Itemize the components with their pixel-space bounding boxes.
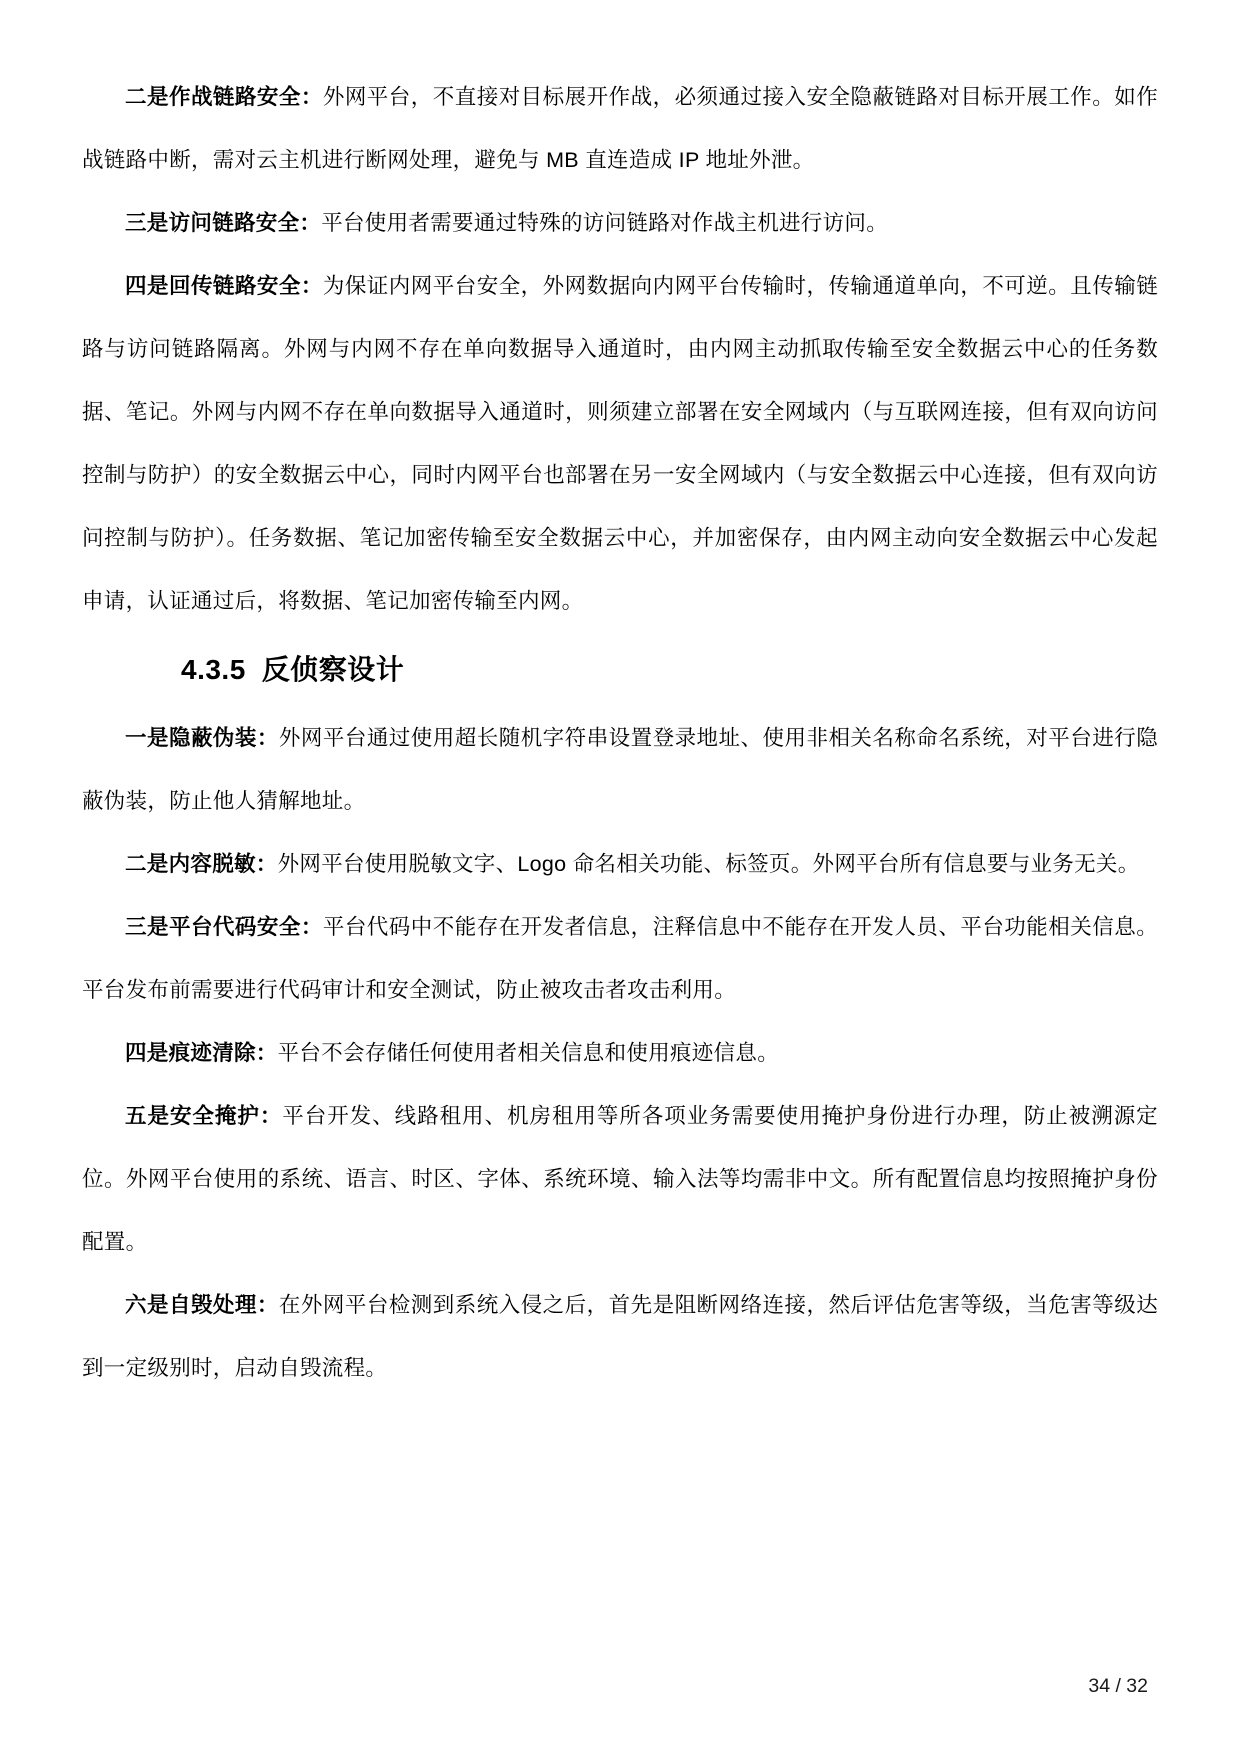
paragraph-text: 在外网平台检测到系统入侵之后，首先是阻断网络连接，然后评估危害等级，当危害等级达到一定级别时，启动自毁流程。 (82, 1293, 1158, 1380)
paragraph-text: 外网平台通过使用超长随机字符串设置登录地址、使用非相关名称命名系统，对平台进行隐蔽伪装，防止他人猜解地址。 (82, 726, 1158, 813)
paragraph-lead: 六是自毁处理： (125, 1293, 279, 1317)
paragraph-text: 外网平台使用脱敏文字、Logo 命名相关功能、标签页。外网平台所有信息要与业务无关。 (277, 852, 1140, 876)
page-number: 34 / 32 (1088, 1675, 1148, 1697)
paragraph-lead: 二是内容脱敏： (125, 852, 278, 876)
paragraph-text: 平台使用者需要通过特殊的访问链路对作战主机进行访问。 (321, 211, 889, 235)
paragraph-text: 外网平台，不直接对目标展开作战，必须通过接入安全隐蔽链路对目标开展工作。如作战链路中断，需对云主机进行断网处理，避免与 MB 直连造成 IP 地址外泄。 (82, 85, 1158, 172)
paragraph-text: 平台开发、线路租用、机房租用等所各项业务需要使用掩护身份进行办理，防止被溯源定位。外网平台使用的系统、语言、时区、字体、系统环境、输入法等均需非中文。所有配置信息均按照掩护身份配置。 (82, 1104, 1158, 1254)
paragraph-text: 平台不会存储任何使用者相关信息和使用痕迹信息。 (277, 1041, 780, 1065)
paragraph-combat-link-security (82, 66, 1158, 192)
paragraph-lead: 四是回传链路安全： (125, 274, 323, 298)
paragraph-trace-removal (82, 1022, 1158, 1085)
paragraph-lead: 二是作战链路安全： (125, 85, 323, 109)
section-heading-4-3-5 (181, 637, 1158, 703)
paragraph-lead: 三是访问链路安全： (125, 211, 322, 235)
paragraph-content-desensitization (82, 833, 1158, 896)
paragraph-access-link-security (82, 192, 1158, 255)
paragraph-self-destruct (82, 1274, 1158, 1400)
paragraph-security-cover (82, 1085, 1158, 1274)
paragraph-lead: 一是隐蔽伪装： (125, 726, 279, 750)
section-number: 4.3.5 (181, 654, 246, 685)
paragraph-lead: 三是平台代码安全： (125, 915, 323, 939)
paragraph-text: 为保证内网平台安全，外网数据向内网平台传输时，传输通道单向，不可逆。且传输链路与访问链路隔离。外网与内网不存在单向数据导入通道时，由内网主动抓取传输至安全数据云中心的任务数据、笔记。外网与内网不存在单向数据导入通道时，则须建立部署在安全网域内（与互联网连接，但有双向访问控制与防护）的安全数据云中心，同时内网平台也部署在另一安全网域内（与安全数据云中心连接，但有双向访问控制与防护）。任务数据、笔记加密传输至安全数据云中心，并加密保存，由内网主动向安全数据云中心发起申请，认证通过后，将数据、笔记加密传输至内网。 (82, 274, 1158, 613)
paragraph-lead: 五是安全掩护： (125, 1104, 283, 1128)
paragraph-concealment-disguise (82, 707, 1158, 833)
paragraph-text: 平台代码中不能存在开发者信息，注释信息中不能存在开发人员、平台功能相关信息。平台发布前需要进行代码审计和安全测试，防止被攻击者攻击利用。 (82, 915, 1158, 1002)
section-title: 反侦察设计 (261, 654, 405, 685)
paragraph-return-link-security (82, 255, 1158, 633)
paragraph-lead: 四是痕迹清除： (125, 1041, 278, 1065)
paragraph-platform-code-security (82, 896, 1158, 1022)
